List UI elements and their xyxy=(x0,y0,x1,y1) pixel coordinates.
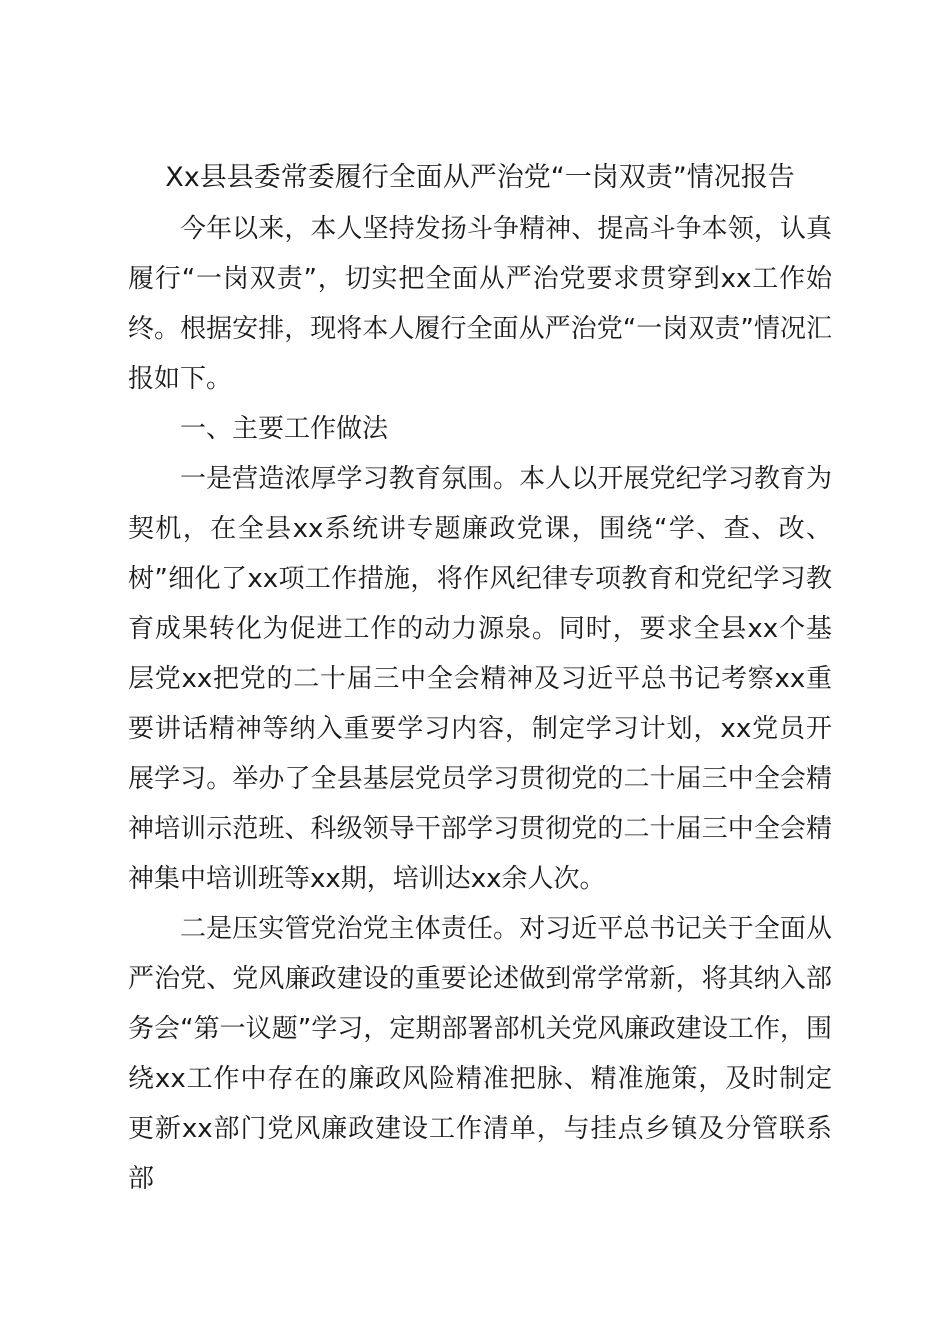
report-body xyxy=(128,152,832,1204)
paragraph-responsibility: 二是压实管党治党主体责任。对习近平总书记关于全面从严治党、党风廉政建设的重要论述做到常学常新，将其纳入部务会“第一议题”学习，定期部署部机关党风廉政建设工作，围绕xx工作中存在的廉政风险精准把脉、精准施策，及时制定更新xx部门党风廉政建设工作清单，与挂点乡镇及分管联系部 xyxy=(128,914,832,1194)
intro-paragraph: 今年以来，本人坚持发扬斗争精神、提高斗争本领，认真履行“一岗双责”，切实把全面从严治党要求贯穿到xx工作始终。根据安排，现将本人履行全面从严治党“一岗双责”情况汇报如下。 xyxy=(128,214,832,394)
paragraph-learning-atmosphere: 一是营造浓厚学习教育氛围。本人以开展党纪学习教育为契机，在全县xx系统讲专题廉政党课，围绕“学、查、改、树”细化了xx项工作措施，将作风纪律专项教育和党纪学习教育成果转化为促进工作的动力源泉。同时，要求全县xx个基层党xx把党的二十届三中全会精神及习近平总书记考察xx重要讲话精神等纳入重要学习内容，制定学习计划，xx党员开展学习。举办了全县基层党员学习贯彻党的二十届三中全会精神培训示范班、科级领导干部学习贯彻党的二十届三中全会精神集中培训班等xx期，培训达xx余人次。 xyxy=(128,464,832,894)
section-heading-main-work: 一、主要工作做法 xyxy=(180,414,389,444)
report-title: Xx县县委常委履行全面从严治党“一岗双责”情况报告 xyxy=(165,162,795,193)
